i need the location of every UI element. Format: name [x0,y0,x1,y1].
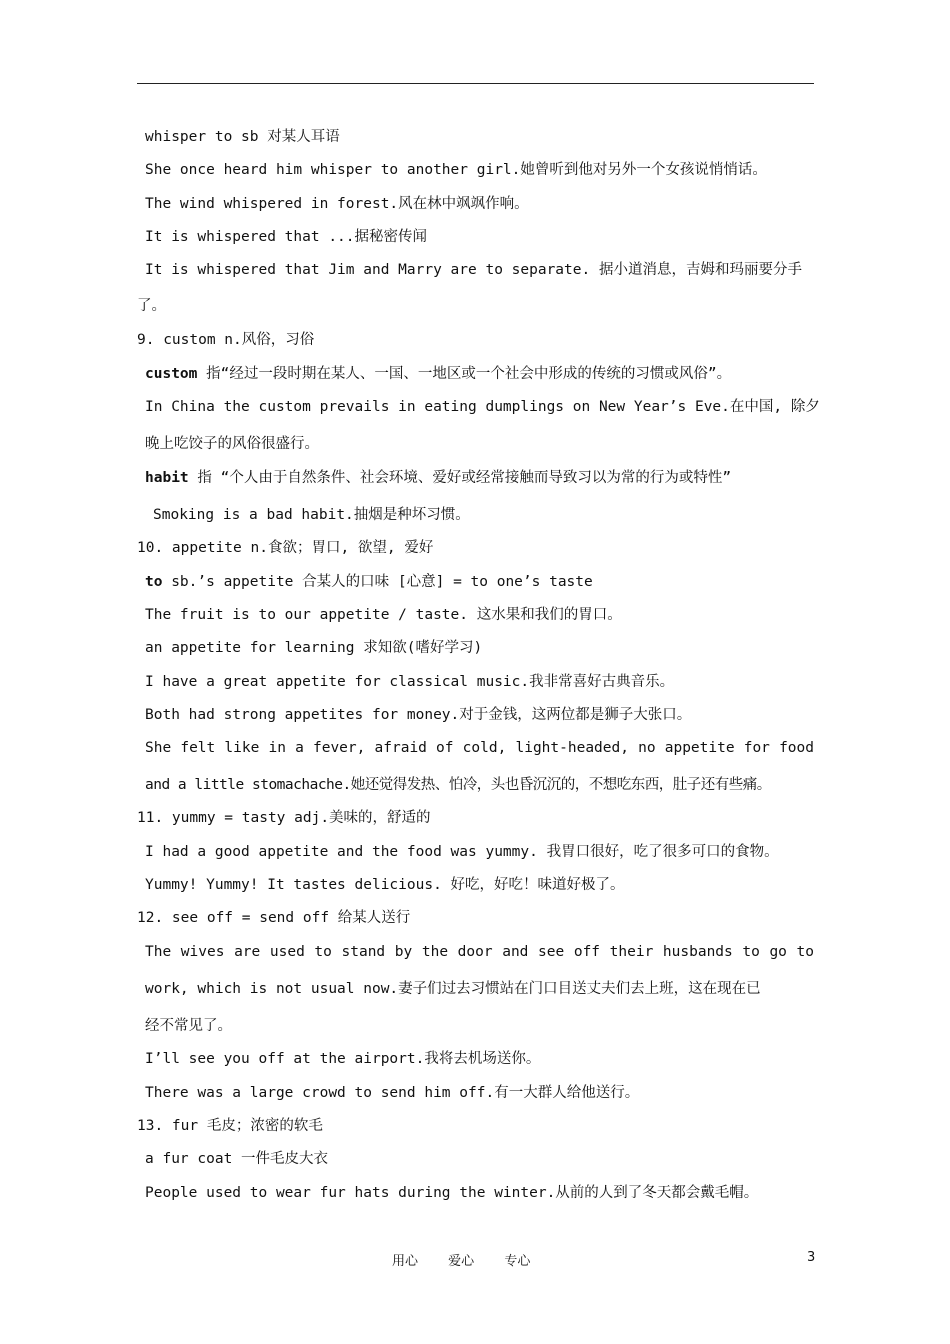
text-line: a fur coat 一件毛皮大衣 [145,1151,329,1167]
section-heading: 11. yummy = tasty adj.美味的，舒适的 [137,810,431,826]
text-line: 经不常见了。 [145,1018,232,1034]
text-line: work, which is not usual now.妻子们过去习惯站在门口目送丈夫们去上班，这在现在已 [145,981,761,997]
page-number: 3 [807,1250,816,1265]
text-line [145,364,731,384]
text-line: I had a good appetite and the food was yummy. 我胃口很好，吃了很多可口的食物。 [145,844,779,860]
text-span: 指 “个人由于自然条件、社会环境、爱好或经常接触而导致习以为常的行为或特性” [188,470,732,486]
text-line [145,572,593,592]
section-heading: 12. see off = send off 给某人送行 [137,910,411,926]
section-heading: 9. custom n.风俗，习俗 [137,332,315,348]
footer-middle: 爱心 [448,1254,475,1269]
text-line: She felt like in a fever, afraid of cold, light-headed, no appetite for food [145,740,814,756]
header-rule [137,83,814,84]
footer-right: 专心 [504,1254,531,1269]
text-line: The fruit is to our appetite / taste. 这水果和我们的胃口。 [145,607,622,623]
text-line: The wind whispered in forest.风在林中飒飒作响。 [145,196,529,212]
keyword: habit [145,470,189,486]
text-line: In China the custom prevails in eating dumplings on New Year’s Eve.在中国, 除夕 [145,399,820,415]
text-line: 了。 [137,298,166,314]
text-line: Smoking is a bad habit.抽烟是种坏习惯。 [153,507,470,523]
text-line: There was a large crowd to send him off.有一大群人给他送行。 [145,1085,640,1101]
text-line: People used to wear fur hats during the winter.从前的人到了冬天都会戴毛帽。 [145,1185,759,1201]
text-line: I’ll see you off at the airport.我将去机场送你。 [145,1051,541,1067]
text-line: an appetite for learning 求知欲(嗜好学习) [145,640,483,656]
text-line: The wives are used to stand by the door and see off their husbands to go to [145,944,814,960]
text-line: whisper to sb 对某人耳语 [145,129,340,145]
text-line: Both had strong appetites for money.对于金钱，这两位都是狮子大张口。 [145,707,692,723]
text-line: She once heard him whisper to another girl.她曾听到他对另外一个女孩说悄悄话。 [145,162,767,178]
keyword: custom [145,366,198,382]
text-line: It is whispered that ...据秘密传闻 [145,229,428,245]
text-line [145,468,731,488]
footer-left: 用心 [392,1254,419,1269]
text-line: and a little stomachache.她还觉得发热、怕冷，头也昏沉沉的，不想吃东西，肚子还有些痛。 [145,777,771,793]
text-line: It is whispered that Jim and Marry are to separate. 据小道消息，吉姆和玛丽要分手 [145,262,802,278]
section-heading: 10. appetite n.食欲；胃口, 欲望, 爱好 [137,540,434,556]
keyword: to [145,574,163,590]
text-line: Yummy! Yummy! It tastes delicious. 好吃，好吃！味道好极了。 [145,877,625,893]
page-footer [392,1250,556,1269]
section-heading: 13. fur 毛皮；浓密的软毛 [137,1118,323,1134]
text-span: sb.’s appetite 合某人的口味 [心意] = to one’s taste [162,574,593,590]
text-line: I have a great appetite for classical music.我非常喜好古典音乐。 [145,674,675,690]
text-line: 晚上吃饺子的风俗很盛行。 [145,436,319,452]
text-span: 指“经过一段时期在某人、一国、一地区或一个社会中形成的传统的习惯或风俗”。 [197,366,732,382]
